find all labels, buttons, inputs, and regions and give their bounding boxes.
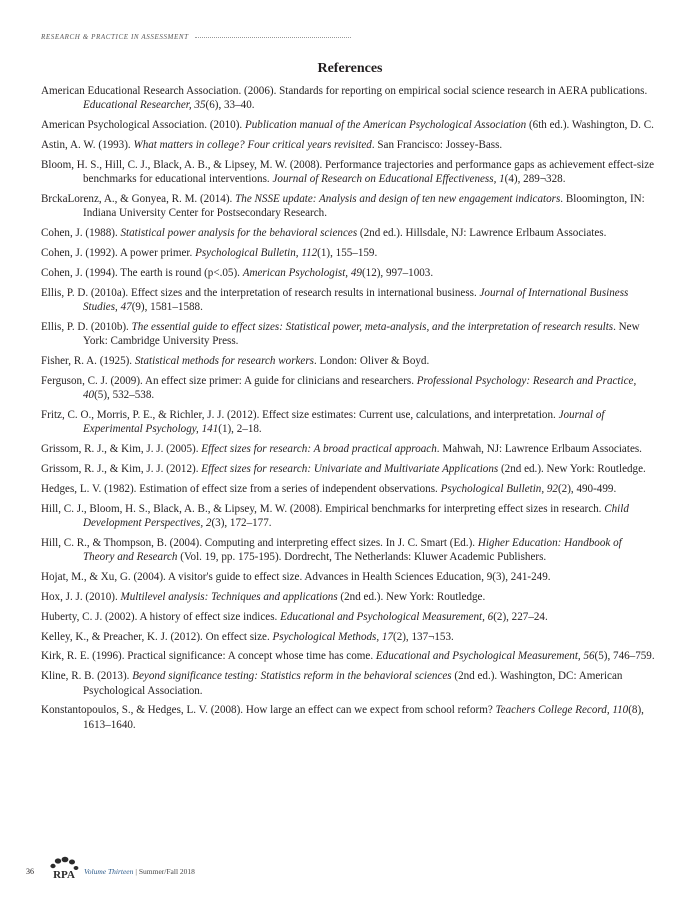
reference-italic-part: Child Development Perspectives, 2: [83, 502, 629, 529]
reference-text-part: Astin, A. W. (1993).: [41, 138, 134, 151]
running-head-text: RESEARCH & PRACTICE IN ASSESSMENT: [41, 33, 189, 41]
reference-italic-part: Statistical methods for research workers: [134, 354, 314, 367]
reference-text-part: Kelley, K., & Preacher, K. J. (2012). On effect size.: [41, 630, 273, 643]
reference-entry: [41, 570, 655, 584]
page-title: References: [317, 61, 383, 76]
reference-italic-part: Psychological Methods, 17: [272, 630, 393, 643]
reference-text-part: (2nd ed.). New York: Routledge.: [337, 590, 486, 603]
reference-text-part: Hill, C. R., & Thompson, B. (2004). Computing and interpreting effect sizes. In J. C. Smart (Ed.).: [41, 536, 478, 549]
reference-italic-part: Psychological Bulletin, 92: [440, 482, 558, 495]
reference-entry: [41, 649, 655, 663]
reference-text-part: Cohen, J. (1988).: [41, 227, 121, 240]
reference-text-part: (1), 2–18.: [218, 423, 262, 436]
reference-entry: [41, 354, 655, 368]
issue-season: Summer/Fall 2018: [138, 866, 195, 876]
reference-text-part: Grissom, R. J., & Kim, J. J. (2005).: [41, 443, 202, 455]
reference-italic-part: Effect sizes for research: Univariate and Multivariate Applications: [201, 462, 499, 475]
reference-italic-part: Professional Psychology: Research and Practice, 40: [83, 374, 637, 402]
reference-text-part: Ferguson, C. J. (2009). An effect size primer: A guide for clinicians and researchers.: [41, 374, 417, 387]
reference-text-part: Konstantopoulos, S., & Hedges, L. V. (2008). How large an effect can we expect from school reform?: [41, 704, 496, 717]
reference-text-part: . Bloomington, IN: Indiana University Center for Postsecondary Research.: [83, 192, 645, 220]
volume-label: Volume Thirteen: [84, 866, 134, 876]
reference-text-part: . San Francisco: Jossey-Bass.: [371, 138, 503, 151]
reference-entry: [41, 84, 655, 112]
reference-text-part: Huberty, C. J. (2002). A history of effect size indices.: [41, 610, 281, 623]
reference-entry: [41, 669, 655, 697]
reference-entry: [41, 286, 655, 314]
reference-text-part: (2nd ed.). Washington, DC: American Psychological Association.: [83, 670, 623, 697]
reference-text-part: (5), 746–759.: [594, 650, 655, 663]
reference-italic-part: Beyond significance testing: Statistics reform in the behavioral sciences: [132, 670, 452, 683]
reference-italic-part: Multilevel analysis: Techniques and applications: [120, 590, 338, 603]
reference-entry: [41, 192, 655, 220]
reference-text-part: (1), 155–159.: [317, 246, 378, 259]
footer-separator: |: [135, 866, 137, 876]
reference-entry: [41, 374, 655, 402]
reference-text-part: (2), 227–24.: [493, 610, 548, 623]
reference-entry: [41, 158, 655, 186]
reference-text-part: (2nd ed.). New York: Routledge.: [498, 462, 646, 475]
page-number: 36: [26, 866, 34, 876]
reference-text-part: (9), 1581–1588.: [131, 300, 203, 313]
reference-text-part: . Mahwah, NJ: Lawrence Erlbaum Associates.: [436, 443, 642, 455]
page-footer: [26, 856, 195, 886]
reference-italic-part: Publication manual of the American Psychological Association: [244, 119, 527, 132]
reference-text-part: (12), 997–1003.: [361, 266, 434, 279]
reference-italic-part: Educational Researcher, 35: [83, 99, 206, 112]
reference-entry: [41, 408, 655, 436]
reference-text-part: Hojat, M., & Xu, G. (2004). A visitor's guide to effect size. Advances in Health Sciences Education, 9(3), 241-249.: [41, 570, 551, 583]
reference-text-part: (3), 172–177.: [211, 516, 272, 529]
reference-entry: [41, 502, 655, 530]
reference-text-part: Ellis, P. D. (2010a). Effect sizes and the interpretation of research results in international business.: [41, 286, 480, 299]
reference-italic-part: The essential guide to effect sizes: Statistical power, meta-analysis, and the interpretation of research results: [131, 320, 614, 333]
reference-entry: [41, 442, 655, 456]
reference-italic-part: Educational and Psychological Measurement, 56: [375, 650, 595, 663]
reference-italic-part: Psychological Bulletin, 112: [195, 246, 318, 259]
reference-text-part: Cohen, J. (1994). The earth is round (p<.05).: [41, 266, 243, 279]
reference-text-part: American Psychological Association. (2010).: [41, 119, 245, 132]
reference-text-part: Hedges, L. V. (1982). Estimation of effect size from a series of independent observations.: [41, 482, 441, 495]
rpa-logo-icon: [48, 856, 80, 886]
reference-text-part: (2), 490-499.: [557, 482, 617, 495]
reference-entry: [41, 630, 655, 644]
reference-text-part: . London: Oliver & Boyd.: [314, 354, 430, 367]
reference-text-part: Fritz, C. O., Morris, P. E., & Richler, J. J. (2012). Effect size estimates: Current use, calculations, and interpretation.: [41, 408, 559, 421]
reference-text-part: . New York: Cambridge University Press.: [83, 320, 640, 348]
reference-entry: [41, 536, 655, 564]
reference-entry: [41, 320, 655, 348]
reference-italic-part: Journal of Experimental Psychology, 141: [83, 408, 605, 436]
logo-text: RPA: [53, 869, 75, 881]
reference-text-part: (6), 33–40.: [205, 99, 255, 112]
reference-entry: [41, 246, 655, 260]
reference-entry: [41, 266, 655, 280]
reference-italic-part: Journal of Research on Educational Effectiveness, 1: [272, 173, 505, 186]
reference-text-part: (2), 137¬153.: [393, 630, 454, 643]
reference-italic-part: Teachers College Record, 110: [495, 704, 629, 717]
reference-italic-part: Effect sizes for research: A broad practical approach: [201, 443, 437, 455]
reference-text-part: Grissom, R. J., & Kim, J. J. (2012).: [41, 462, 202, 475]
running-head-dots: [195, 37, 351, 38]
reference-text-part: Hox, J. J. (2010).: [41, 590, 121, 603]
reference-text-part: Fisher, R. A. (1925).: [41, 354, 135, 367]
reference-text-part: Kline, R. B. (2013).: [41, 670, 133, 683]
reference-italic-part: Statistical power analysis for the behavioral sciences: [120, 227, 358, 240]
reference-text-part: American Educational Research Association. (2006). Standards for reporting on empirical social science research in AERA publications.: [41, 85, 648, 97]
reference-entry: [41, 462, 655, 476]
running-head: [41, 33, 351, 41]
reference-entry: [41, 610, 655, 624]
reference-list: [41, 84, 655, 738]
reference-entry: [41, 590, 655, 604]
reference-italic-part: Journal of International Business Studies, 47: [83, 286, 629, 313]
reference-italic-part: The NSSE update: Analysis and design of ten new engagement indicators: [235, 192, 561, 205]
reference-text-part: Kirk, R. E. (1996). Practical significance: A concept whose time has come.: [41, 650, 376, 663]
reference-italic-part: American Psychologist, 49: [242, 266, 362, 279]
reference-text-part: (Vol. 19, pp. 175-195). Dordrecht, The Netherlands: Kluwer Academic Publishers.: [177, 550, 547, 563]
reference-text-part: Ellis, P. D. (2010b).: [41, 320, 132, 333]
reference-text-part: (4), 289¬328.: [504, 173, 566, 186]
reference-entry: [41, 118, 655, 132]
reference-italic-part: Educational and Psychological Measurement, 6: [280, 610, 494, 623]
reference-italic-part: What matters in college? Four critical years revisited: [133, 138, 372, 151]
reference-text-part: Hill, C. J., Bloom, H. S., Black, A. B., & Lipsey, M. W. (2008). Empirical benchmarks for interpreting effect sizes in research.: [41, 502, 605, 515]
reference-text-part: Cohen, J. (1992). A power primer.: [41, 246, 196, 259]
reference-entry: [41, 482, 655, 496]
reference-text-part: BrckaLorenz, A., & Gonyea, R. M. (2014).: [41, 192, 236, 205]
reference-text-part: (2nd ed.). Hillsdale, NJ: Lawrence Erlbaum Associates.: [357, 227, 607, 240]
reference-entry: [41, 138, 655, 152]
reference-entry: [41, 226, 655, 240]
reference-text-part: (5), 532–538.: [94, 389, 155, 402]
reference-text-part: (6th ed.). Washington, D. C.: [526, 119, 654, 132]
reference-italic-part: Higher Education: Handbook of Theory and Research: [83, 536, 622, 563]
reference-text-part: Bloom, H. S., Hill, C. J., Black, A. B., & Lipsey, M. W. (2008). Performance trajectories and performance gaps as achievement effect-size benchmarks for educational interventions.: [41, 158, 655, 186]
reference-entry: [41, 703, 655, 731]
reference-text-part: (8), 1613–1640.: [83, 704, 644, 731]
